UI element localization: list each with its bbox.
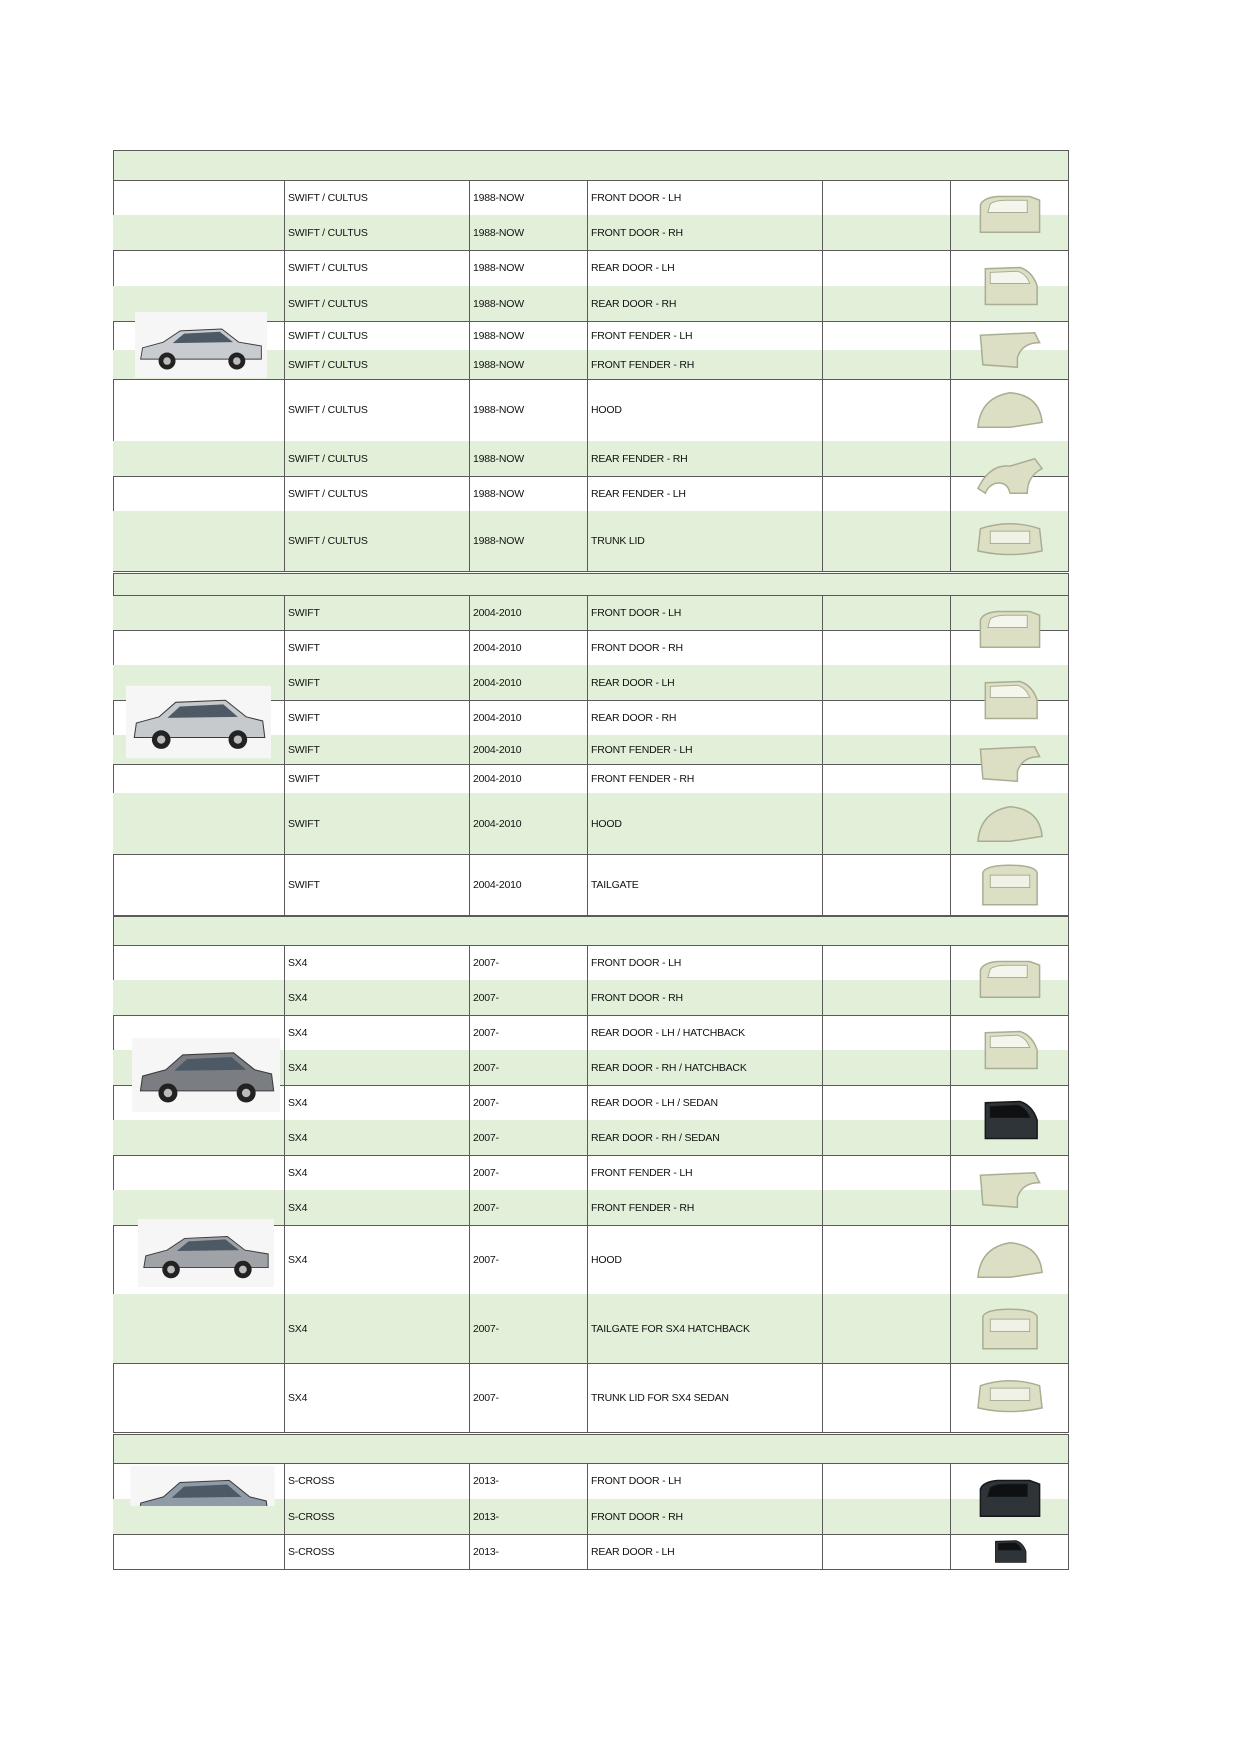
model-cell bbox=[285, 350, 470, 380]
model-text: SWIFT / CULTUS bbox=[288, 404, 368, 416]
years-text: 2004-2010 bbox=[473, 772, 522, 785]
model-text: S-CROSS bbox=[288, 1545, 335, 1558]
years-text: 2004-2010 bbox=[473, 817, 522, 830]
photo-cell bbox=[113, 250, 285, 287]
hood-panel-icon bbox=[973, 383, 1047, 437]
part-name-text: TAILGATE FOR SX4 HATCHBACK bbox=[591, 1322, 750, 1335]
section-header-band bbox=[113, 916, 1069, 946]
blank-cell bbox=[823, 1294, 951, 1364]
sx4-hatchback-photo bbox=[131, 1038, 281, 1112]
front-door-panel-icon bbox=[973, 188, 1047, 242]
part-name-text: REAR DOOR - LH / HATCHBACK bbox=[591, 1026, 745, 1039]
part-name-text: REAR DOOR - LH bbox=[591, 676, 675, 689]
part-name-text: REAR DOOR - LH / SEDAN bbox=[591, 1096, 718, 1109]
years-text: 2013- bbox=[473, 1510, 499, 1523]
part-name-text: FRONT FENDER - LH bbox=[591, 1166, 693, 1179]
model-cell bbox=[285, 180, 470, 216]
blank-cell bbox=[823, 250, 951, 287]
years-cell bbox=[470, 793, 588, 855]
part-name-text: FRONT DOOR - LH bbox=[591, 1475, 682, 1487]
model-text: SX4 bbox=[288, 1131, 308, 1144]
part-name-text: FRONT DOOR - LH bbox=[591, 606, 682, 619]
blank-cell bbox=[823, 1463, 951, 1500]
blank-cell bbox=[823, 700, 951, 736]
model-cell bbox=[285, 793, 470, 855]
section-header-band bbox=[113, 573, 1069, 596]
part-name-cell bbox=[588, 286, 823, 322]
model-text: SWIFT bbox=[288, 641, 320, 654]
blank-cell bbox=[823, 945, 951, 981]
photo-cell bbox=[113, 1363, 285, 1433]
years-text: 1988-NOW bbox=[473, 329, 524, 342]
blank-cell bbox=[823, 1050, 951, 1086]
blank-cell bbox=[823, 1499, 951, 1535]
model-text: SWIFT / CULTUS bbox=[288, 535, 368, 547]
years-text: 2013- bbox=[473, 1475, 499, 1487]
years-cell bbox=[470, 1534, 588, 1570]
sx4-sedan-photo bbox=[131, 1219, 281, 1287]
part-name-text: FRONT DOOR - RH bbox=[591, 641, 683, 654]
model-text: SWIFT / CULTUS bbox=[288, 329, 368, 342]
years-cell bbox=[470, 379, 588, 442]
model-cell bbox=[285, 215, 470, 251]
photo-cell bbox=[113, 945, 285, 981]
years-text: 2007- bbox=[473, 1166, 499, 1179]
part-name-cell bbox=[588, 250, 823, 287]
photo-cell bbox=[113, 980, 285, 1016]
model-text: SWIFT / CULTUS bbox=[288, 297, 368, 310]
model-cell bbox=[285, 1363, 470, 1433]
model-text: SWIFT bbox=[288, 606, 320, 619]
model-cell bbox=[285, 321, 470, 351]
part-name-text: FRONT FENDER - LH bbox=[591, 329, 693, 342]
part-name-text: FRONT DOOR - RH bbox=[591, 1510, 683, 1523]
rear-door-panel-icon bbox=[973, 1023, 1047, 1077]
blank-cell bbox=[823, 180, 951, 216]
part-name-cell bbox=[588, 1015, 823, 1051]
years-cell bbox=[470, 735, 588, 765]
dark-front-door-panel-icon bbox=[973, 1472, 1047, 1526]
model-cell bbox=[285, 1463, 470, 1500]
years-cell bbox=[470, 630, 588, 666]
model-cell bbox=[285, 1050, 470, 1086]
grid-line bbox=[113, 945, 1069, 946]
part-name-cell bbox=[588, 1190, 823, 1226]
years-cell bbox=[470, 595, 588, 631]
photo-cell bbox=[113, 1294, 285, 1364]
model-text: SWIFT / CULTUS bbox=[288, 358, 368, 371]
years-cell bbox=[470, 1050, 588, 1086]
blank-cell bbox=[823, 1155, 951, 1191]
years-text: 2007- bbox=[473, 1391, 499, 1404]
model-cell bbox=[285, 1155, 470, 1191]
model-cell bbox=[285, 1085, 470, 1121]
model-cell bbox=[285, 630, 470, 666]
part-name-cell bbox=[588, 630, 823, 666]
part-name-text: REAR DOOR - RH bbox=[591, 297, 677, 310]
part-name-cell bbox=[588, 945, 823, 981]
blank-cell bbox=[823, 764, 951, 794]
model-cell bbox=[285, 250, 470, 287]
photo-cell bbox=[113, 793, 285, 855]
part-name-text: HOOD bbox=[591, 404, 622, 416]
years-text: 2004-2010 bbox=[473, 743, 522, 756]
part-name-text: FRONT DOOR - RH bbox=[591, 226, 683, 239]
model-text: S-CROSS bbox=[288, 1510, 335, 1523]
model-cell bbox=[285, 511, 470, 572]
years-text: 1988-NOW bbox=[473, 487, 524, 500]
trunk-lid-panel-icon bbox=[973, 514, 1047, 568]
part-name-text: REAR DOOR - RH bbox=[591, 711, 677, 724]
years-cell bbox=[470, 764, 588, 794]
photo-cell bbox=[113, 1155, 285, 1191]
part-name-cell bbox=[588, 350, 823, 380]
years-cell bbox=[470, 1120, 588, 1156]
years-cell bbox=[470, 1363, 588, 1433]
photo-cell bbox=[113, 215, 285, 251]
years-text: 1988-NOW bbox=[473, 358, 524, 371]
years-text: 2013- bbox=[473, 1545, 499, 1558]
dark-rear-door-panel-icon bbox=[973, 1537, 1047, 1566]
model-text: SWIFT bbox=[288, 772, 320, 785]
years-text: 2007- bbox=[473, 991, 499, 1004]
part-name-cell bbox=[588, 793, 823, 855]
part-name-text: TRUNK LID bbox=[591, 535, 645, 547]
years-cell bbox=[470, 854, 588, 916]
trunk-lid-panel-icon bbox=[973, 1371, 1047, 1425]
model-cell bbox=[285, 379, 470, 442]
section-header-band bbox=[113, 150, 1069, 181]
front-fender-panel-icon bbox=[973, 324, 1047, 376]
blank-cell bbox=[823, 1085, 951, 1121]
model-text: SX4 bbox=[288, 1391, 308, 1404]
years-text: 1988-NOW bbox=[473, 226, 524, 239]
part-name-cell bbox=[588, 1120, 823, 1156]
model-text: SWIFT bbox=[288, 743, 320, 756]
years-text: 1988-NOW bbox=[473, 297, 524, 310]
years-text: 2004-2010 bbox=[473, 878, 522, 891]
grid-line bbox=[113, 1463, 1069, 1464]
swift-cultus-sedan-photo bbox=[121, 312, 281, 378]
part-name-text: FRONT FENDER - RH bbox=[591, 1201, 695, 1214]
part-name-text: FRONT DOOR - RH bbox=[591, 991, 683, 1004]
years-cell bbox=[470, 945, 588, 981]
part-name-cell bbox=[588, 764, 823, 794]
blank-cell bbox=[823, 665, 951, 701]
part-name-cell bbox=[588, 1155, 823, 1191]
tailgate-panel-icon bbox=[973, 1302, 1047, 1356]
hood-panel-icon bbox=[973, 1233, 1047, 1287]
model-text: SWIFT bbox=[288, 878, 320, 891]
part-name-cell bbox=[588, 1050, 823, 1086]
part-name-text: REAR DOOR - RH / SEDAN bbox=[591, 1131, 720, 1144]
model-text: SWIFT bbox=[288, 711, 320, 724]
part-name-cell bbox=[588, 441, 823, 477]
blank-cell bbox=[823, 1120, 951, 1156]
model-cell bbox=[285, 1015, 470, 1051]
blank-cell bbox=[823, 980, 951, 1016]
part-name-cell bbox=[588, 1499, 823, 1535]
model-text: SX4 bbox=[288, 1026, 308, 1039]
blank-cell bbox=[823, 1015, 951, 1051]
model-cell bbox=[285, 1499, 470, 1535]
blank-cell bbox=[823, 511, 951, 572]
model-cell bbox=[285, 1190, 470, 1226]
years-text: 2004-2010 bbox=[473, 676, 522, 689]
blank-cell bbox=[823, 321, 951, 351]
part-name-cell bbox=[588, 511, 823, 572]
years-text: 2007- bbox=[473, 1096, 499, 1109]
photo-cell bbox=[113, 441, 285, 477]
years-text: 1988-NOW bbox=[473, 452, 524, 465]
part-name-text: TRUNK LID FOR SX4 SEDAN bbox=[591, 1391, 729, 1404]
years-text: 2004-2010 bbox=[473, 606, 522, 619]
model-cell bbox=[285, 595, 470, 631]
years-cell bbox=[470, 350, 588, 380]
part-name-text: FRONT DOOR - LH bbox=[591, 956, 682, 969]
hood-panel-icon bbox=[973, 797, 1047, 851]
blank-cell bbox=[823, 1534, 951, 1570]
years-cell bbox=[470, 286, 588, 322]
photo-cell bbox=[113, 180, 285, 216]
blank-cell bbox=[823, 286, 951, 322]
part-name-cell bbox=[588, 665, 823, 701]
model-text: SWIFT bbox=[288, 676, 320, 689]
years-text: 2007- bbox=[473, 1026, 499, 1039]
model-cell bbox=[285, 1225, 470, 1295]
years-cell bbox=[470, 665, 588, 701]
blank-cell bbox=[823, 793, 951, 855]
dark-rear-door-panel-icon bbox=[973, 1093, 1047, 1147]
years-text: 2004-2010 bbox=[473, 641, 522, 654]
blank-cell bbox=[823, 1363, 951, 1433]
grid-line bbox=[113, 180, 1069, 181]
model-text: SWIFT / CULTUS bbox=[288, 262, 368, 274]
years-cell bbox=[470, 1085, 588, 1121]
model-cell bbox=[285, 1294, 470, 1364]
model-cell bbox=[285, 476, 470, 512]
years-cell bbox=[470, 1463, 588, 1500]
blank-cell bbox=[823, 1190, 951, 1226]
photo-cell bbox=[113, 1534, 285, 1570]
part-name-cell bbox=[588, 476, 823, 512]
years-text: 2007- bbox=[473, 1061, 499, 1074]
photo-cell bbox=[113, 1120, 285, 1156]
years-cell bbox=[470, 1190, 588, 1226]
part-name-text: FRONT DOOR - LH bbox=[591, 191, 682, 204]
part-name-cell bbox=[588, 854, 823, 916]
years-cell bbox=[470, 1155, 588, 1191]
years-text: 1988-NOW bbox=[473, 404, 524, 416]
part-name-cell bbox=[588, 379, 823, 442]
photo-cell bbox=[113, 630, 285, 666]
years-cell bbox=[470, 441, 588, 477]
years-text: 1988-NOW bbox=[473, 262, 524, 274]
model-text: SWIFT / CULTUS bbox=[288, 452, 368, 465]
years-cell bbox=[470, 980, 588, 1016]
photo-cell bbox=[113, 854, 285, 916]
part-name-cell bbox=[588, 180, 823, 216]
front-fender-panel-icon bbox=[973, 738, 1047, 790]
model-text: SX4 bbox=[288, 1061, 308, 1074]
part-name-cell bbox=[588, 1534, 823, 1570]
blank-cell bbox=[823, 441, 951, 477]
years-text: 2007- bbox=[473, 1322, 499, 1335]
front-door-panel-icon bbox=[973, 603, 1047, 657]
years-cell bbox=[470, 1225, 588, 1295]
model-text: SX4 bbox=[288, 956, 308, 969]
model-cell bbox=[285, 441, 470, 477]
model-cell bbox=[285, 700, 470, 736]
blank-cell bbox=[823, 215, 951, 251]
part-name-cell bbox=[588, 700, 823, 736]
blank-cell bbox=[823, 379, 951, 442]
swift-hatchback-photo bbox=[126, 682, 271, 762]
model-cell bbox=[285, 286, 470, 322]
section-header-band bbox=[113, 1434, 1069, 1464]
years-cell bbox=[470, 1294, 588, 1364]
part-name-text: FRONT FENDER - RH bbox=[591, 772, 695, 785]
grid-line bbox=[113, 595, 1069, 596]
model-cell bbox=[285, 764, 470, 794]
years-text: 2007- bbox=[473, 956, 499, 969]
part-name-cell bbox=[588, 1225, 823, 1295]
model-cell bbox=[285, 1534, 470, 1570]
blank-cell bbox=[823, 595, 951, 631]
years-cell bbox=[470, 1499, 588, 1535]
part-name-text: TAILGATE bbox=[591, 878, 639, 891]
years-cell bbox=[470, 700, 588, 736]
part-name-cell bbox=[588, 1463, 823, 1500]
years-text: 2007- bbox=[473, 1253, 499, 1266]
years-cell bbox=[470, 511, 588, 572]
years-text: 2007- bbox=[473, 1201, 499, 1214]
part-name-text: REAR FENDER - LH bbox=[591, 487, 686, 500]
rear-fender-panel-icon bbox=[973, 449, 1047, 503]
model-text: SWIFT bbox=[288, 817, 320, 830]
model-text: SX4 bbox=[288, 1096, 308, 1109]
model-text: SX4 bbox=[288, 1166, 308, 1179]
blank-cell bbox=[823, 735, 951, 765]
model-text: SWIFT / CULTUS bbox=[288, 226, 368, 239]
blank-cell bbox=[823, 854, 951, 916]
model-cell bbox=[285, 980, 470, 1016]
part-name-text: HOOD bbox=[591, 1253, 622, 1266]
part-name-cell bbox=[588, 1294, 823, 1364]
part-name-cell bbox=[588, 1085, 823, 1121]
blank-cell bbox=[823, 476, 951, 512]
rear-door-panel-icon bbox=[973, 259, 1047, 313]
part-name-cell bbox=[588, 1363, 823, 1433]
model-text: SX4 bbox=[288, 1253, 308, 1266]
part-name-cell bbox=[588, 735, 823, 765]
photo-cell bbox=[113, 595, 285, 631]
model-cell bbox=[285, 854, 470, 916]
model-cell bbox=[285, 945, 470, 981]
model-cell bbox=[285, 735, 470, 765]
model-cell bbox=[285, 1120, 470, 1156]
blank-cell bbox=[823, 1225, 951, 1295]
part-name-text: REAR DOOR - LH bbox=[591, 1545, 675, 1558]
photo-cell bbox=[113, 764, 285, 794]
model-text: SX4 bbox=[288, 1201, 308, 1214]
model-text: SWIFT / CULTUS bbox=[288, 487, 368, 500]
part-name-text: REAR FENDER - RH bbox=[591, 452, 688, 465]
photo-cell bbox=[113, 476, 285, 512]
rear-door-panel-icon bbox=[973, 673, 1047, 727]
years-text: 2007- bbox=[473, 1131, 499, 1144]
model-text: SX4 bbox=[288, 991, 308, 1004]
years-cell bbox=[470, 250, 588, 287]
model-text: S-CROSS bbox=[288, 1475, 335, 1487]
part-name-cell bbox=[588, 215, 823, 251]
photo-cell bbox=[113, 511, 285, 572]
years-text: 2004-2010 bbox=[473, 711, 522, 724]
blank-cell bbox=[823, 630, 951, 666]
model-text: SWIFT / CULTUS bbox=[288, 191, 368, 204]
years-cell bbox=[470, 321, 588, 351]
part-name-cell bbox=[588, 321, 823, 351]
part-name-cell bbox=[588, 980, 823, 1016]
part-name-text: FRONT FENDER - LH bbox=[591, 743, 693, 756]
part-name-cell bbox=[588, 595, 823, 631]
part-name-text: REAR DOOR - LH bbox=[591, 262, 675, 274]
model-text: SX4 bbox=[288, 1322, 308, 1335]
part-name-text: REAR DOOR - RH / HATCHBACK bbox=[591, 1061, 747, 1074]
years-text: 1988-NOW bbox=[473, 535, 524, 547]
blank-cell bbox=[823, 350, 951, 380]
front-door-panel-icon bbox=[973, 953, 1047, 1007]
part-name-text: FRONT FENDER - RH bbox=[591, 358, 695, 371]
tailgate-panel-icon bbox=[973, 858, 1047, 912]
years-cell bbox=[470, 180, 588, 216]
s-cross-photo bbox=[130, 1466, 275, 1506]
photo-cell bbox=[113, 379, 285, 442]
model-cell bbox=[285, 665, 470, 701]
years-cell bbox=[470, 476, 588, 512]
front-fender-panel-icon bbox=[973, 1163, 1047, 1217]
years-text: 1988-NOW bbox=[473, 191, 524, 204]
part-name-text: HOOD bbox=[591, 817, 622, 830]
years-cell bbox=[470, 215, 588, 251]
years-cell bbox=[470, 1015, 588, 1051]
